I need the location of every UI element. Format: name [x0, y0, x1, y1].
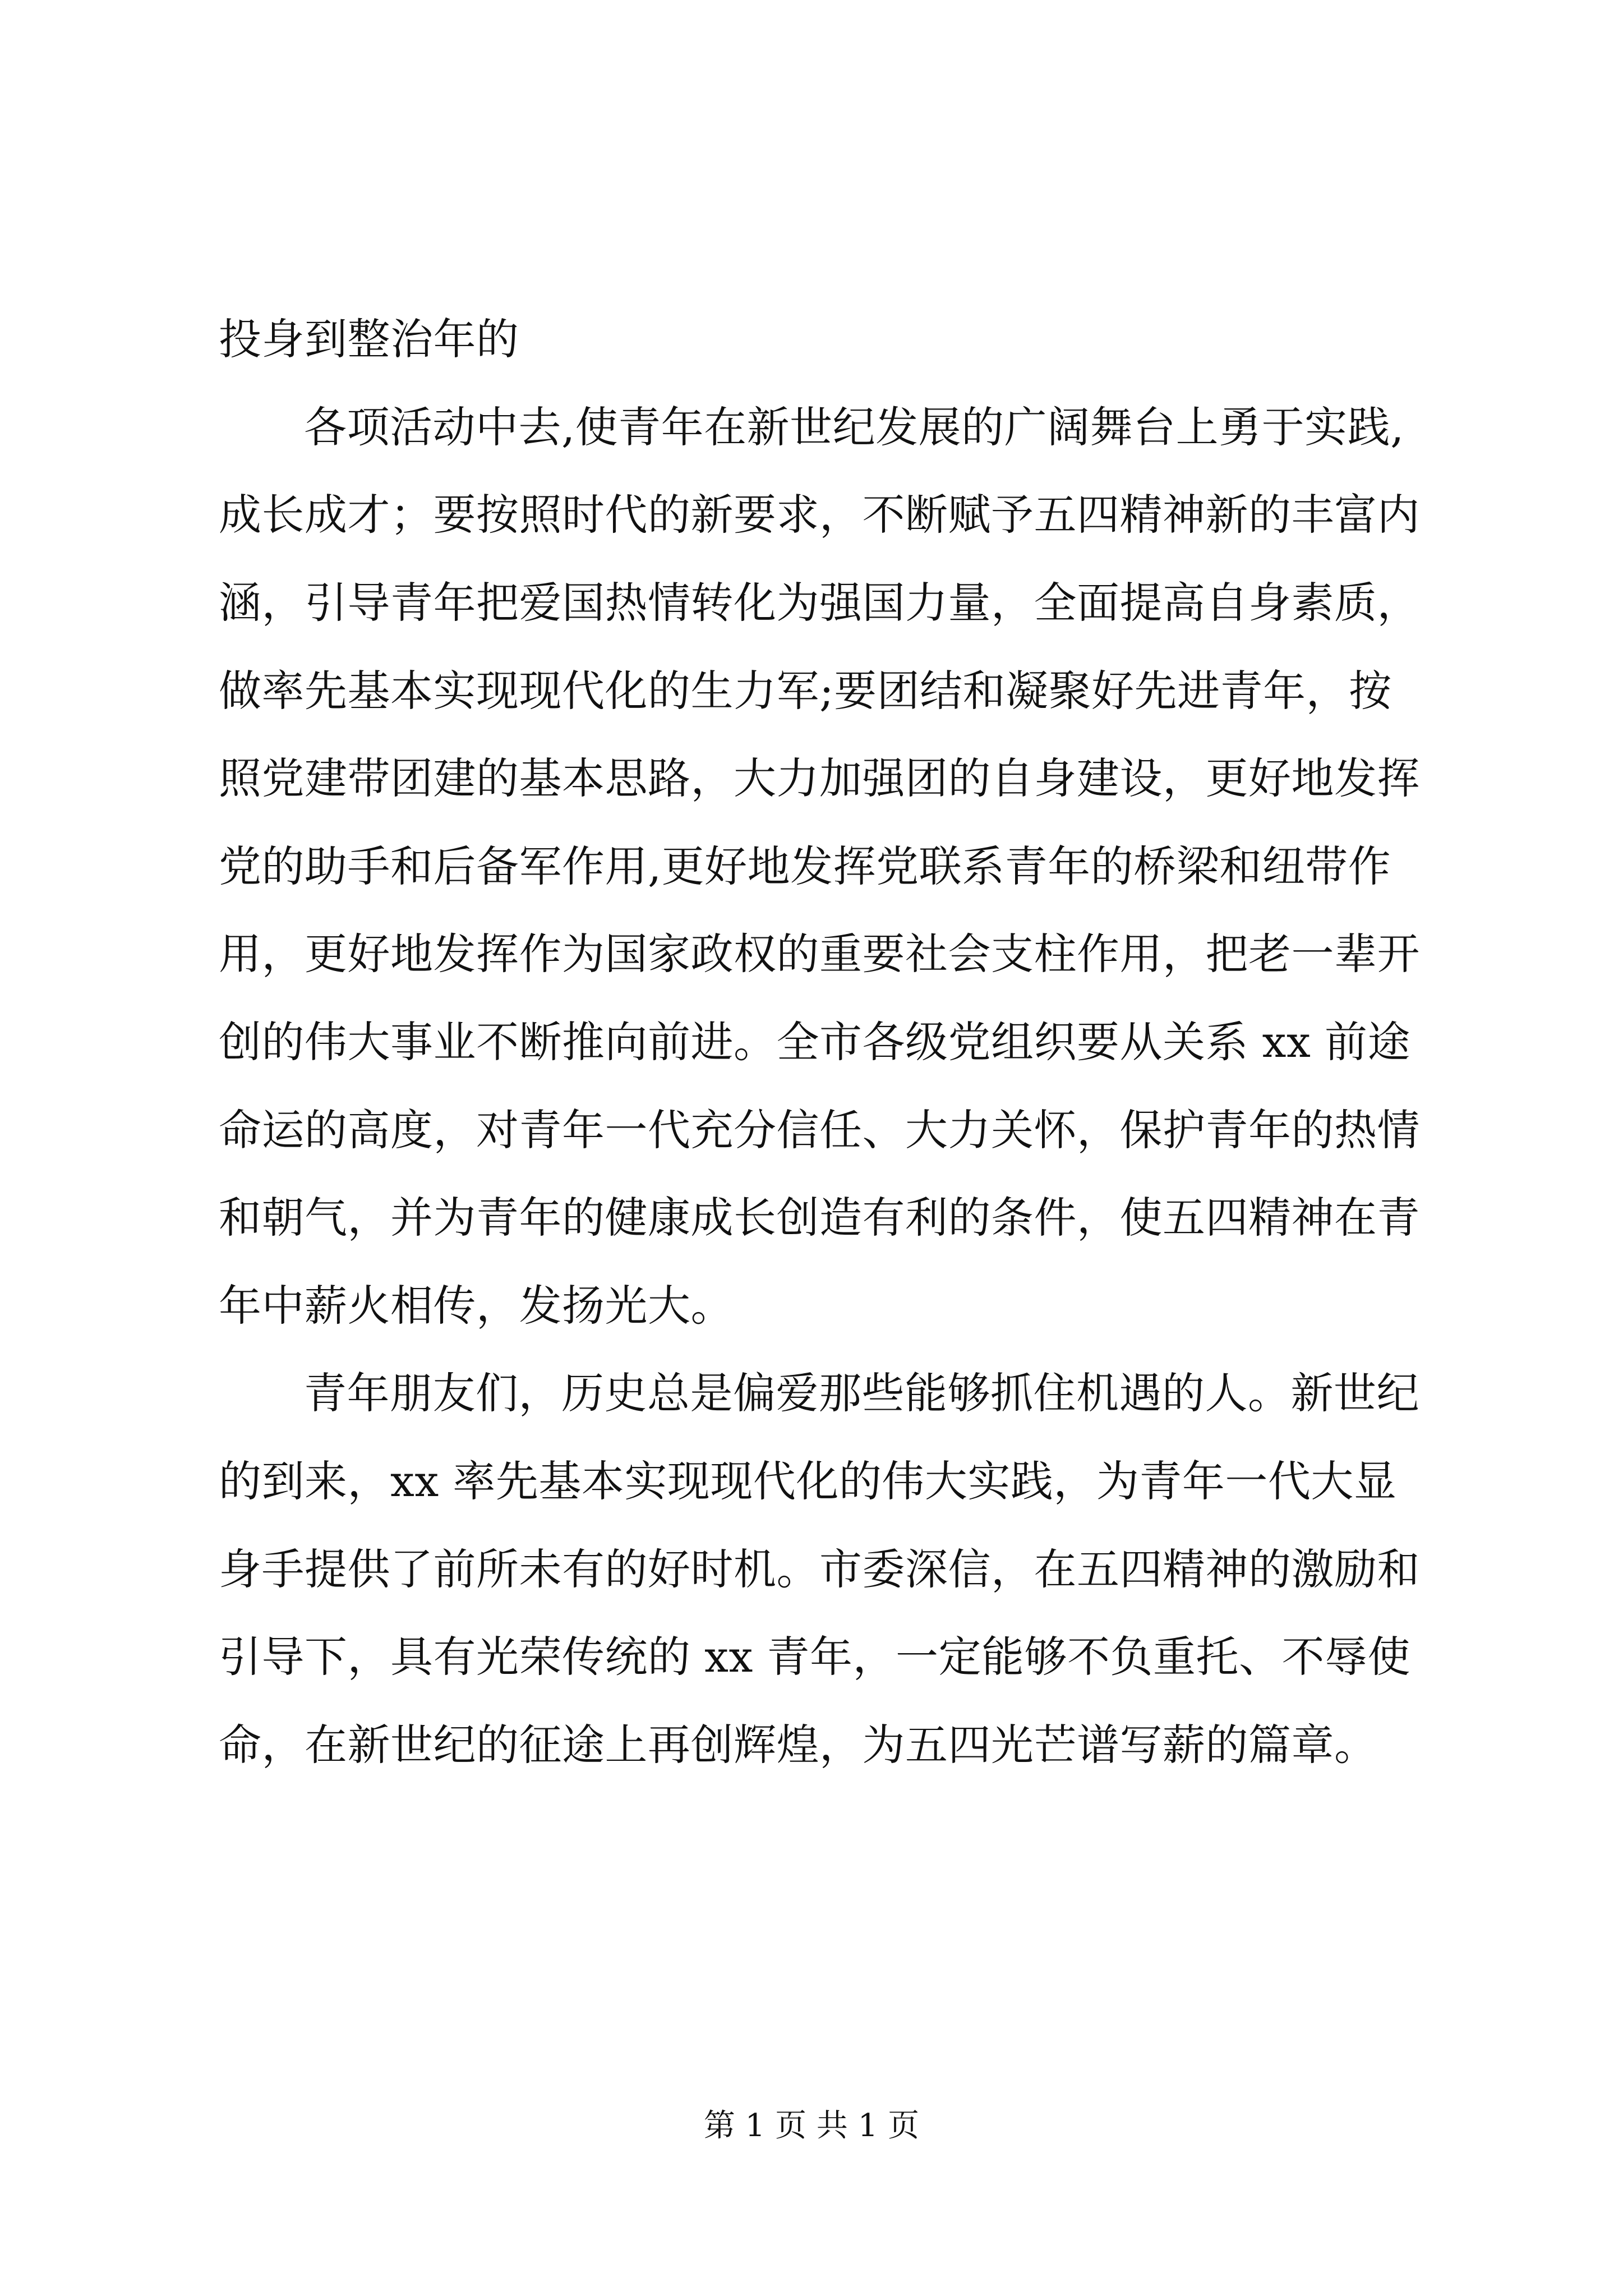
paragraph-1-line-4: 做率先基本实现现代化的生力军;要团结和凝聚好先进青年，按 — [219, 666, 1392, 716]
paragraph-1-line-8: 创的伟大事业不断推向前进。全市各级党组织要从关系 xx 前途 — [219, 1017, 1411, 1067]
paragraph-1-line-11: 年中薪火相传，发扬光大。 — [219, 1281, 734, 1331]
paragraph-1-line-7: 用，更好地发挥作为国家政权的重要社会支柱作用，把老一辈开 — [219, 929, 1420, 979]
paragraph-1-line-9: 命运的高度，对青年一代充分信任、大力关怀，保护青年的热情 — [219, 1105, 1420, 1155]
paragraph-1-line-5: 照党建带团建的基本思路，大力加强团的自身建设，更好地发挥 — [219, 753, 1420, 803]
paragraph-2-line-2: 的到来，xx 率先基本实现现代化的伟大实践，为青年一代大显 — [219, 1456, 1397, 1506]
paragraph-2-line-5: 命，在新世纪的征途上再创辉煌，为五四光芒谱写薪的篇章。 — [219, 1720, 1377, 1770]
paragraph-1-line-3: 涵，引导青年把爱国热情转化为强国力量，全面提高自身素质， — [219, 578, 1420, 628]
paragraph-1-line-10: 和朝气，并为青年的健康成长创造有利的条件，使五四精神在青 — [219, 1193, 1420, 1243]
text-line-1: 投身到整治年的 — [219, 314, 519, 364]
paragraph-2-line-3: 身手提供了前所未有的好时机。市委深信，在五四精神的激励和 — [219, 1544, 1420, 1594]
paragraph-2-line-1: 青年朋友们，历史总是偏爱那些能够抓住机遇的人。新世纪 — [304, 1368, 1419, 1418]
paragraph-1-line-6: 党的助手和后备军作用,更好地发挥党联系青年的桥梁和纽带作 — [219, 841, 1391, 891]
paragraph-1-line-1: 各项活动中去,使青年在新世纪发展的广阔舞台上勇于实践, — [304, 402, 1404, 452]
paragraph-1-line-2: 成长成才；要按照时代的新要求，不断赋予五四精神新的丰富内 — [219, 490, 1420, 540]
page-number-footer: 第 1 页 共 1 页 — [703, 2108, 920, 2144]
paragraph-2-line-4: 引导下，具有光荣传统的 xx 青年，一定能够不负重托、不辱使 — [219, 1632, 1411, 1682]
